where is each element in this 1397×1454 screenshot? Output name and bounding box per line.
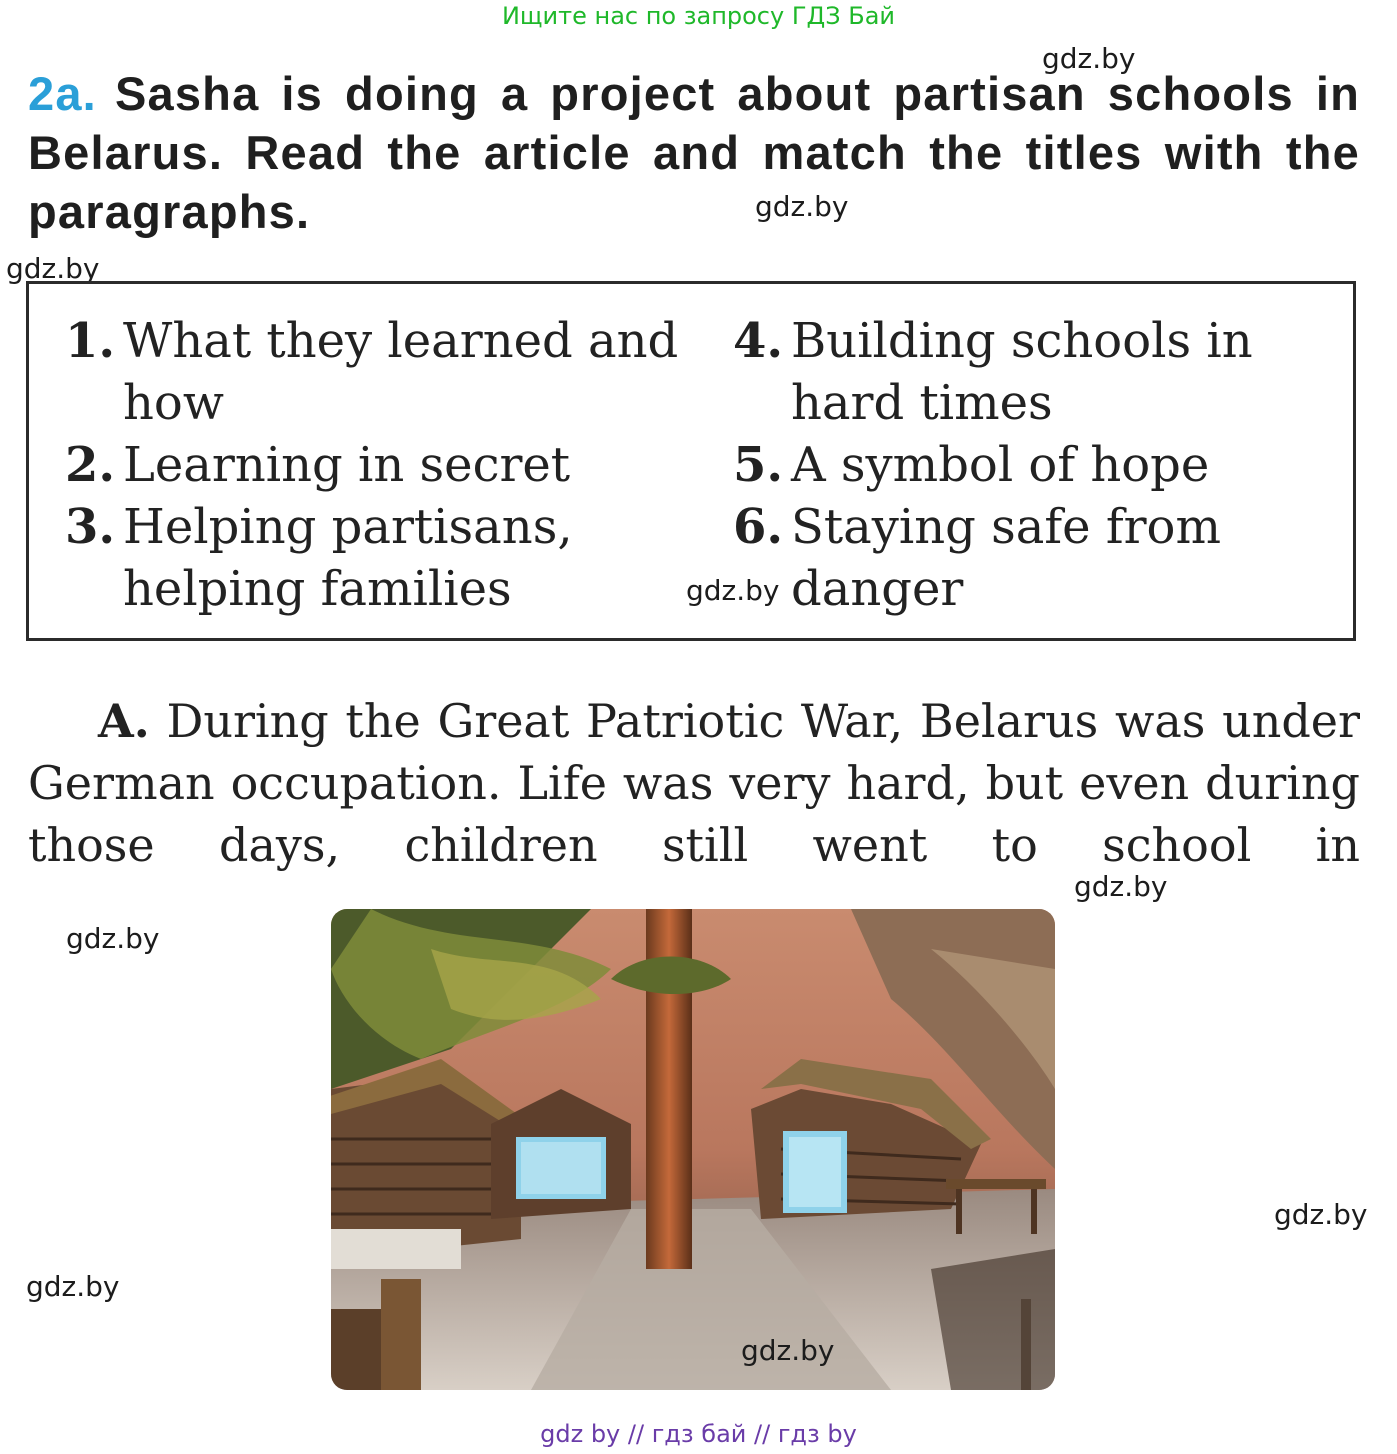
watermark: gdz.by: [686, 574, 780, 607]
museum-photo: [331, 909, 1055, 1390]
watermark: gdz.by: [66, 922, 160, 955]
title-text: Building schools in hard times: [791, 313, 1253, 431]
title-number: 3.: [65, 499, 116, 555]
title-number: 5.: [733, 437, 784, 493]
bottom-banner[interactable]: gdz by // гдз бай // гдз by: [540, 1420, 857, 1448]
task-heading: [28, 64, 1360, 241]
watermark: gdz.by: [26, 1270, 120, 1303]
title-text: What they learned and how: [123, 313, 679, 431]
title-number: 2.: [65, 437, 116, 493]
watermark: gdz.by: [1042, 42, 1136, 75]
title-text: Helping partisans, helping families: [123, 499, 573, 617]
watermark: gdz.by: [755, 190, 849, 223]
title-number: 4.: [733, 313, 784, 369]
title-number: 6.: [733, 499, 784, 555]
task-number: 2a.: [28, 67, 97, 120]
task-instruction: Sasha is doing a project about partisan schools in Belarus. Read the article and match the titles with the paragraphs.: [28, 67, 1360, 238]
paragraph-letter: A.: [98, 694, 150, 748]
watermark: gdz.by: [1274, 1198, 1368, 1231]
top-banner[interactable]: Ищите нас по запросу ГДЗ Бай: [501, 2, 896, 30]
title-text: Staying safe from danger: [791, 499, 1221, 617]
title-number: 1.: [65, 313, 116, 369]
watermark: gdz.by: [6, 252, 100, 285]
paragraph-a: [28, 690, 1360, 876]
title-text: A symbol of hope: [791, 437, 1210, 493]
watermark: gdz.by: [741, 1334, 835, 1367]
title-text: Learning in secret: [123, 437, 571, 493]
paragraph-text: During the Great Patriotic War, Belarus was under German occupation. Life was very hard, but even during those days, children still went to school in: [28, 694, 1361, 872]
watermark: gdz.by: [1074, 870, 1168, 903]
